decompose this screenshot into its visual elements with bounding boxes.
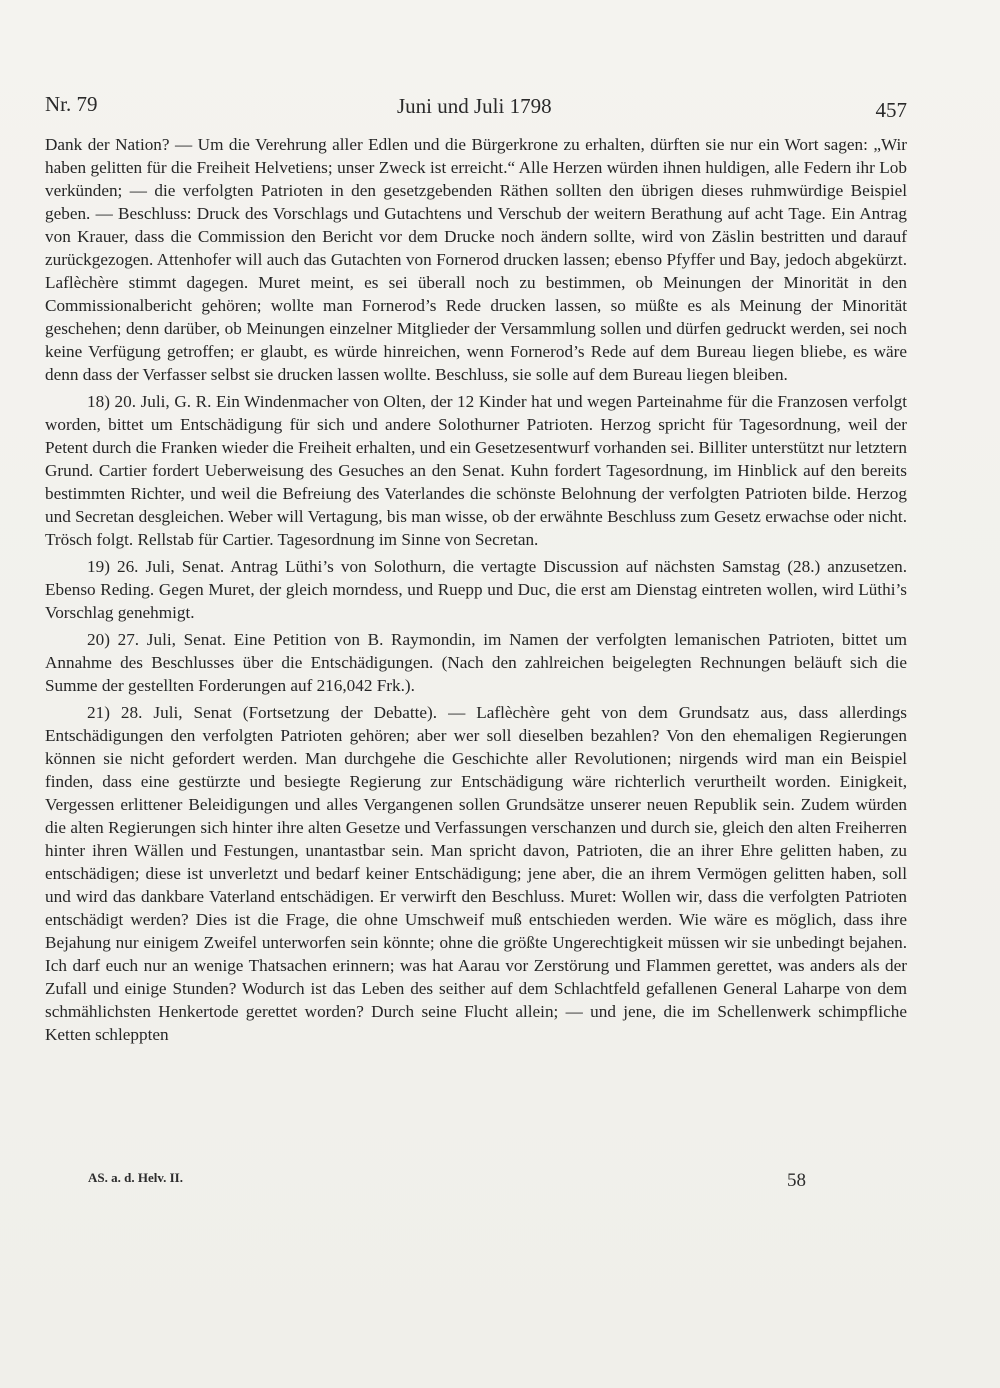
signature-number: 58 [787,1170,806,1191]
paragraph-item-21: 21) 28. Juli, Senat (Fortsetzung der Debatte). — Laflèchère geht von dem Grundsatz aus, dass allerdings Entschädigungen den verfolgten Patrioten gehören; aber wer soll dieselben bezahlen? Von den ehemaligen Regierungen können sie nicht gefordert werden. Man durchgehe die Geschichte aller Revolutionen; nirgends wird man ein Beispiel finden, dass eine gestürzte und besiegte Regierung zur Entschädigung wäre richterlich verurtheilt worden. Einigkeit, Vergessen erlittener Beleidigungen und alles Vergangenen sollen Grundsätze unserer neuen Republik sein. Zudem würden die alten Regierungen sich hinter ihre alten Gesetze und Verfassungen verschanzen und durch sie, gleich den alten Freiherren hinter ihren Wällen und Festungen, unantastbar sein. Man spricht davon, Patrioten, die an ihrer Ehre gelitten haben, zu entschädigen; diese ist unverletzt und bedarf keiner Entschädigung; jene aber, die an ihrem Vermögen gelitten haben, soll und wird das dankbare Vaterland entschädigen. Er verwirft den Beschluss. Muret: Wollen wir, dass die verfolgten Patrioten entschädigt werden? Dies ist die Frage, die ohne Umschweif muß entschieden werden. Wie wäre es möglich, dass ihre Bejahung nur einigem Zweifel unterworfen sein könnte; ohne die größte Ungerechtigkeit müssen wir sie unbedingt bejahen. Ich darf euch nur an wenige Thatsachen erinnern; was hat Aarau vor Zerstörung und Flammen gerettet, was anders als der Zufall und einige Stunden? Wodurch ist das Leben des seither auf dem Schlachtfeld gefallenen General Laharpe von dem schmählichsten Henkertode gerettet worden? Durch seine Flucht allein; — und jene, die im Schellenwerk schimpfliche Ketten schleppten [45,703,907,1044]
paragraph-item-20: 20) 27. Juli, Senat. Eine Petition von B. Raymondin, im Namen der verfolgten lemanischen Patrioten, bittet um Annahme des Beschlusses über die Entschädigungen. (Nach den zahlreichen beigelegten Rechnungen beläuft sich die Summe der gestellten Forderungen auf 216,042 Frk.). [45,630,907,695]
page-number: 457 [875,98,907,122]
paragraph-item-18: 18) 20. Juli, G. R. Ein Windenmacher von Olten, der 12 Kinder hat und wegen Parteinahme für die Franzosen verfolgt worden, bittet um Entschädigung für sich und andere Solothurner Patrioten. Herzog spricht für Tagesordnung, weil der Petent durch die Franken wieder die Freiheit erhalten, und ein Gesetzesentwurf vorhanden sei. Billiter unterstützt nur letztern Grund. Cartier fordert Ueberweisung des Gesuches an den Senat. Kuhn fordert Tagesordnung, im Hinblick auf den bereits bestimmten Richter, und weil die Befreiung des Vaterlandes die schönste Belohnung der verfolgten Patrioten bilde. Herzog und Secretan desgleichen. Weber will Vertagung, bis man wisse, ob der erwähnte Beschluss zum Gesetz erwachse oder nicht. Trösch folgt. Rellstab für Cartier. Tagesordnung im Sinne von Secretan. [45,392,907,549]
document-body [45,133,907,1046]
page-header [45,92,907,122]
footer-source: AS. a. d. Helv. II. [88,1170,183,1185]
paragraph-continuation: Dank der Nation? — Um die Verehrung aller Edlen und die Bürgerkrone zu erhalten, dürften sie nur ein Wort sagen: „Wir haben gelitten für die Freiheit Helvetiens; unser Zweck ist erreicht.“ Alle Herzen würden ihnen huldigen, alle Federn ihr Lob verkünden; — die verfolgten Patrioten in den gesetzgebenden Räthen sollten den übrigen dieses ruhmwürdige Beispiel geben. — Beschluss: Druck des Vorschlags und Gutachtens und Verschub der weitern Berathung auf acht Tage. Ein Antrag von Krauer, dass die Commission den Bericht vor dem Drucke noch ändern sollte, wird von Zäslin bestritten und darauf zurückgezogen. Attenhofer will auch das Gutachten von Fornerod drucken lassen; ebenso Pfyffer und Bay, jedoch abgekürzt. Laflèchère stimmt dagegen. Muret meint, es sei überall noch zu bestimmen, ob Meinungen der Minorität in den Commissionalbericht gehören; wollte man Fornerod’s Rede drucken lassen, so müßte es als Meinung der Minorität geschehen; denn darüber, ob Meinungen einzelner Mitglieder der Versammlung sollen und dürfen gedruckt werden, sei noch keine Verfügung getroffen; er glaubt, es würde hinreichen, wenn Fornerod’s Rede auf dem Bureau liegen bliebe, es wäre denn dass der Verfasser selbst sie drucken lassen wollte. Beschluss, sie solle auf dem Bureau liegen bleiben. [45,135,907,384]
running-title: Juni und Juli 1798 [397,94,552,118]
document-number: Nr. 79 [45,92,98,116]
paragraph-item-19: 19) 26. Juli, Senat. Antrag Lüthi’s von Solothurn, die vertagte Discussion auf nächsten Samstag (28.) anzusetzen. Ebenso Reding. Gegen Muret, der gleich morndess, und Ruepp und Duc, die erst am Dienstag eintreten wollen, wird Lüthi’s Vorschlag genehmigt. [45,557,907,622]
